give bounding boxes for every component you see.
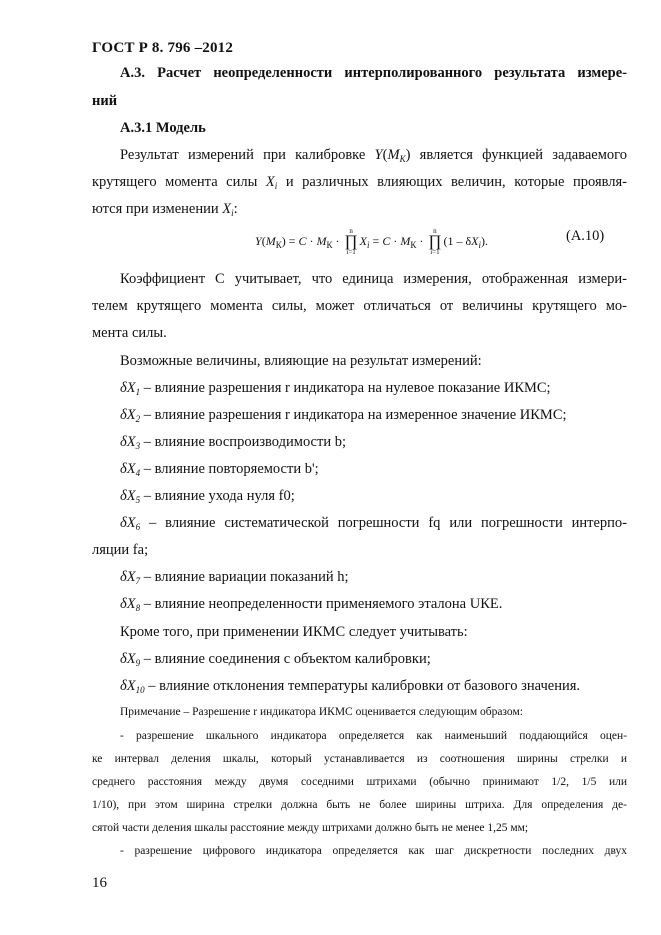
- item-text: – влияние разрешения r индикатора на измеренное значение ИКМС;: [140, 407, 567, 423]
- paragraph-line: Возможные величины, влияющие на результат измерений:: [120, 353, 482, 369]
- list-item: [120, 677, 627, 699]
- document-header: ГОСТ Р 8. 796 –2012: [92, 40, 234, 56]
- equation-number: (А.10): [566, 228, 605, 244]
- list-item: [120, 433, 627, 455]
- list-item: [120, 568, 627, 590]
- item-symbol: $\delta X_{10}$: [120, 678, 145, 695]
- list-item: [92, 541, 627, 559]
- section-title: А.3. Расчет неопределенности интерполированного результата измере-: [120, 65, 627, 81]
- item-text: – влияние повторяемости b';: [140, 461, 319, 477]
- section-title-cont: ний: [92, 93, 118, 109]
- item-text: – влияние разрешения r индикатора на нулевое показание ИКМС;: [140, 380, 551, 396]
- item-symbol: $\delta X_9$: [120, 651, 141, 668]
- item-text: – влияние соединения с объектом калибровки;: [140, 651, 431, 667]
- item-text: – влияние систематической погрешности fq или погрешности интерпо-: [140, 515, 627, 531]
- list-item: [120, 514, 627, 536]
- item-symbol: $\delta X_7$: [120, 569, 141, 586]
- paragraph-line: ются при изменении $X_i$:: [92, 201, 238, 218]
- note-line: ке интервал деления шкалы, который устанавливается из соотношения ширины стрелки и: [92, 753, 627, 765]
- paragraph-line: крутящего момента силы $X_i$ и различных влияющих величин, которые проявля-: [92, 174, 627, 191]
- list-item: [120, 650, 627, 672]
- item-text: – влияние ухода нуля f0;: [140, 488, 295, 504]
- paragraph-line: Результат измерений при калибровке $Y(M_K)$ является функцией задаваемого: [120, 147, 627, 164]
- page-number: 16: [92, 875, 107, 891]
- paragraph-line: телем крутящего момента силы, может отличаться от величины крутящего мо-: [92, 298, 627, 314]
- note-line: - разрешение шкального индикатора определяется как наименьший поддающийся оцен-: [120, 730, 627, 742]
- item-symbol: $\delta X_6$: [120, 515, 141, 532]
- paragraph-line: Коэффициент C учитывает, что единица измерения, отображенная измери-: [120, 271, 627, 287]
- item-symbol: $\delta X_3$: [120, 434, 141, 451]
- paragraph-line: Кроме того, при применении ИКМС следует учитывать:: [120, 624, 468, 640]
- list-item: [120, 379, 627, 401]
- item-text: – влияние отклонения температуры калибровки от базового значения.: [144, 678, 581, 694]
- note-line: - разрешение цифрового индикатора определяется как шаг дискретности последних двух: [120, 845, 627, 857]
- item-symbol: $\delta X_2$: [120, 407, 141, 424]
- list-item: [120, 487, 627, 509]
- note-title: Примечание – Разрешение r индикатора ИКМС оценивается следующим образом:: [120, 706, 523, 718]
- item-symbol: $\delta X_1$: [120, 380, 141, 397]
- note-line: 1/10), при этом ширина стрелки должна быть не более ширины штриха. Для определения де-: [92, 799, 627, 811]
- item-symbol: $\delta X_5$: [120, 488, 141, 505]
- item-symbol: $\delta X_4$: [120, 461, 141, 478]
- note-line: сятой части деления шкалы расстояние между штрихами должно быть не менее 1,25 мм;: [92, 822, 529, 834]
- item-text: – влияние неопределенности применяемого эталона UКЕ.: [140, 596, 503, 612]
- equation-a10: $Y(M_К) = C \cdot M_К$ · n ∏ i=1 $X_i = C \cdot M_К$ · n ∏ i=1 $(1 - \delta X_i)$.: [255, 227, 489, 256]
- subsection-title: А.3.1 Модель: [120, 120, 206, 136]
- item-text: – влияние вариации показаний h;: [140, 569, 349, 585]
- list-item: [120, 406, 627, 428]
- item-text: ляции fa;: [92, 542, 149, 558]
- item-text: – влияние воспроизводимости b;: [140, 434, 346, 450]
- item-symbol: $\delta X_8$: [120, 596, 141, 613]
- note-line: среднего расстояния между двумя соседними штрихами (обычно принимают 1/2, 1/5 или: [92, 776, 627, 788]
- paragraph-line: мента силы.: [92, 325, 167, 341]
- list-item: [120, 595, 627, 617]
- list-item: [120, 460, 627, 482]
